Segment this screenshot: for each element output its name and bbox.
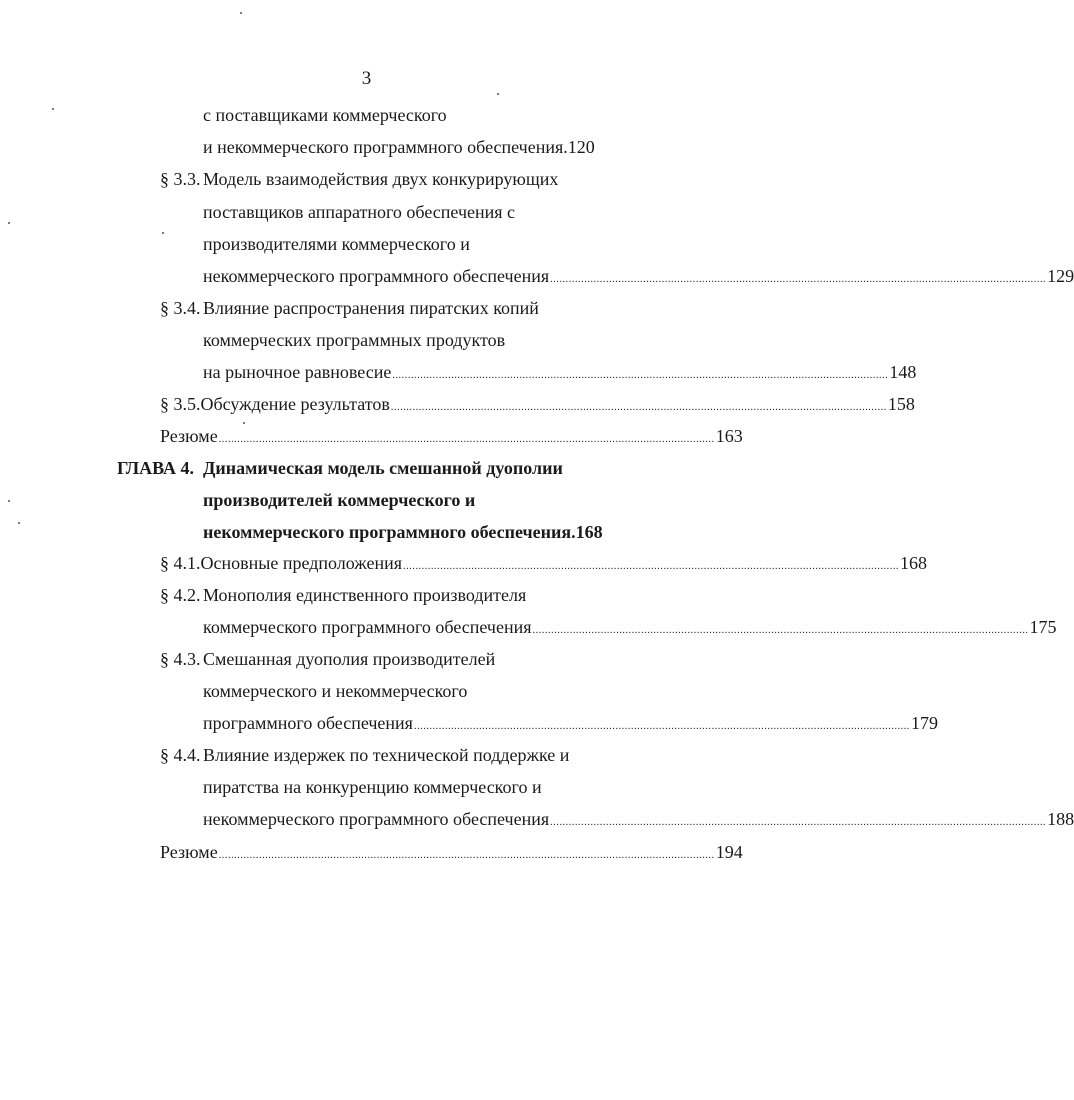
toc-text: с поставщиками коммерческого [203, 105, 447, 125]
section-number: § 4.3. [160, 649, 201, 669]
toc-page: 188 [1047, 809, 1074, 829]
toc-text: Влияние распространения пиратских копий [203, 298, 539, 318]
page-number: 3 [361, 68, 372, 89]
toc-line [203, 360, 917, 384]
toc-line [160, 296, 539, 320]
toc-line [203, 135, 640, 159]
toc-line [160, 392, 915, 416]
toc-page: 158 [887, 394, 915, 414]
chapter-number: ГЛАВА 4. [117, 458, 195, 478]
toc-text: коммерческого и некоммерческого [203, 681, 468, 701]
section-number: § 3.5. [160, 394, 201, 414]
toc-line [203, 711, 938, 735]
toc-text: производителей коммерческого и [203, 490, 476, 510]
toc-text: Монополия единственного производителя [203, 585, 527, 605]
toc-line [203, 679, 467, 703]
toc-text: коммерческих программных продуктов [203, 330, 506, 350]
toc-line [160, 583, 526, 607]
leader-dots: ................................................................................................................................................................ [403, 561, 900, 572]
toc-text: на рыночное равновесие [203, 362, 392, 382]
toc-line [160, 424, 743, 448]
leader-dots: ................................................................................................................................................................ [392, 370, 889, 381]
toc-line [203, 520, 640, 544]
toc-page: 148 [889, 362, 917, 382]
scan-speck [8, 500, 10, 502]
toc-text: пиратства на конкуренцию коммерческого и [203, 777, 542, 797]
leader-dots: ................................................................................................................................................................ [413, 721, 910, 732]
toc-text: коммерческого программного обеспечения [203, 617, 532, 637]
scan-speck [240, 12, 242, 14]
toc-text: поставщиков аппаратного обеспечения с [203, 202, 516, 222]
toc-text: программного обеспечения [203, 713, 413, 733]
section-number: § 4.2. [160, 585, 201, 605]
toc-line [203, 615, 1057, 639]
toc-text: Смешанная дуополия производителей [203, 649, 496, 669]
toc-text: Модель взаимодействия двух конкурирующих [203, 169, 559, 189]
toc-page: 129 [1047, 266, 1074, 286]
section-number: § 3.4. [160, 298, 201, 318]
toc-line [160, 840, 743, 864]
leader-dots: ................................................................................................................................................................ [550, 817, 1047, 828]
toc-text: некоммерческого программного обеспечения [203, 266, 550, 286]
toc-page: 163 [715, 426, 743, 446]
scan-speck [8, 222, 10, 224]
toc-text: Влияние издержек по технической поддержке и [203, 745, 570, 765]
toc-line [160, 647, 495, 671]
scan-speck [162, 232, 164, 234]
leader-dots: ................................................................................................................................................................ [550, 274, 1047, 285]
section-number: § 4.4. [160, 745, 201, 765]
toc-page: 175 [1029, 617, 1057, 637]
toc-page: 194 [715, 842, 743, 862]
toc-text: Основные предположения [200, 553, 403, 573]
toc-line [160, 743, 569, 767]
scan-speck [243, 422, 245, 424]
toc-line [203, 775, 542, 799]
scan-speck [52, 108, 54, 110]
toc-line [203, 103, 447, 127]
toc-line [203, 264, 1074, 288]
toc-text: Резюме [160, 426, 218, 446]
leader-dots: ................................................................................................................................................................ [218, 850, 715, 861]
toc-line [203, 807, 1074, 831]
toc-text: Динамическая модель смешанной дуополии [203, 458, 563, 478]
scan-speck [18, 522, 20, 524]
scan-speck [497, 93, 499, 95]
toc-page: 179 [910, 713, 938, 733]
toc-text: некоммерческого программного обеспечения [203, 809, 550, 829]
toc-line [117, 456, 563, 480]
toc-text: и некоммерческого программного обеспечения. [203, 137, 568, 157]
toc-page: 168 [575, 522, 603, 542]
toc-page: 168 [900, 553, 928, 573]
toc-text: Обсуждение результатов [200, 394, 390, 414]
toc-text: некоммерческого программного обеспечения. [203, 522, 576, 542]
toc-text: Резюме [160, 842, 218, 862]
leader-dots: ................................................................................................................................................................ [218, 434, 715, 445]
section-number: § 4.1. [160, 553, 201, 573]
toc-text: производителями коммерческого и [203, 234, 470, 254]
toc-line [160, 167, 558, 191]
toc-line [160, 551, 928, 575]
leader-dots: ................................................................................................................................................................ [532, 625, 1029, 636]
leader-dots: ................................................................................................................................................................ [390, 402, 887, 413]
toc-line [203, 328, 505, 352]
toc-line [203, 200, 515, 224]
toc-line [203, 488, 475, 512]
section-number: § 3.3. [160, 169, 201, 189]
toc-page: 120 [567, 137, 595, 157]
toc-line [203, 232, 470, 256]
